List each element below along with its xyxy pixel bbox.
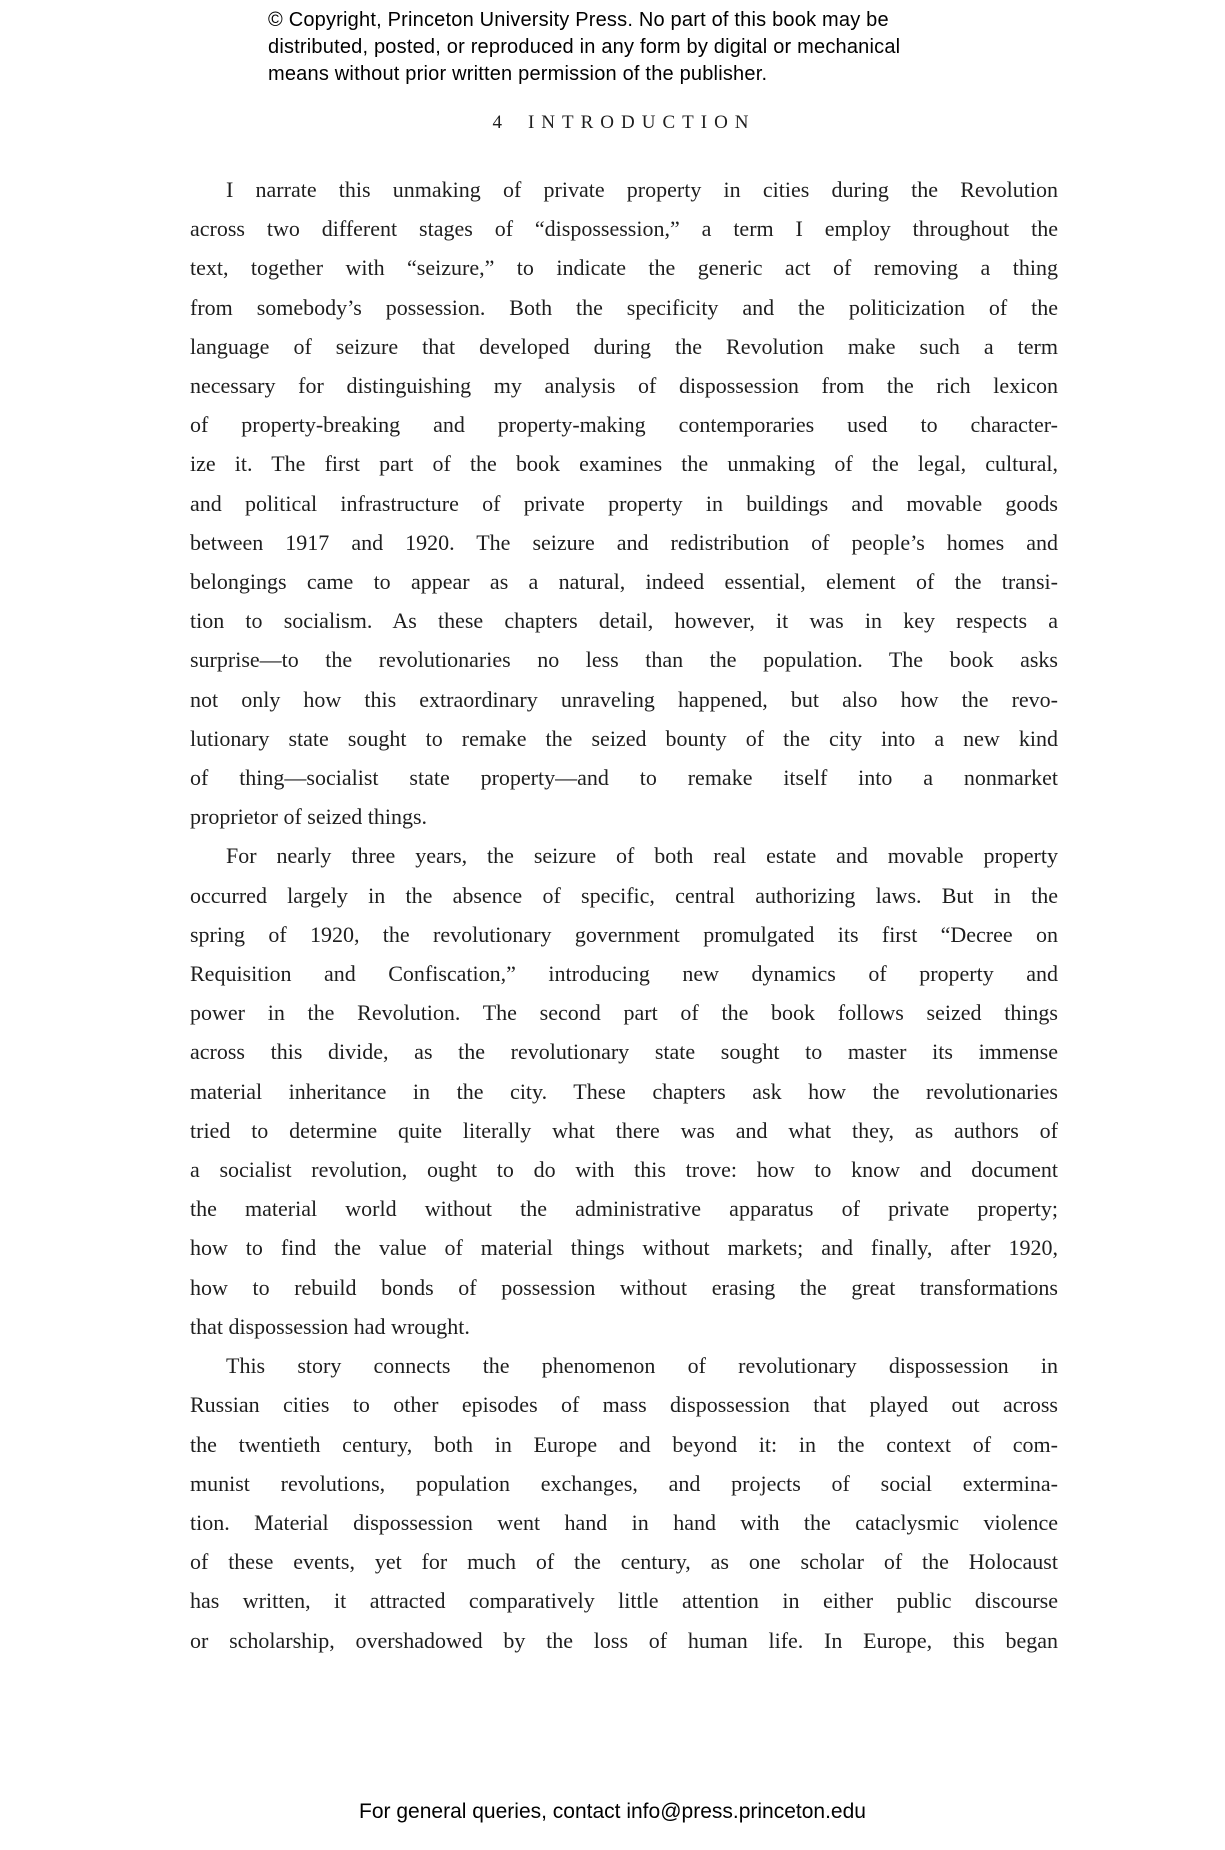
body-line: This story connects the phenomenon of revolutionary dispossession in	[226, 1353, 1058, 1379]
copyright-line: distributed, posted, or reproduced in any form by digital or mechanical	[268, 36, 901, 58]
copyright-notice	[268, 7, 900, 88]
paragraph	[190, 170, 1058, 836]
body-line: power in the Revolution. The second part of the book follows seized things	[190, 1000, 1058, 1026]
body-line: that dispossession had wrought.	[190, 1313, 470, 1339]
running-header	[190, 110, 1058, 136]
body-line: of thing—socialist state property—and to remake itself into a nonmarket	[190, 765, 1058, 791]
body-line: how to find the value of material things without markets; and finally, after 1920,	[190, 1235, 1058, 1261]
body-line: tion to socialism. As these chapters detail, however, it was in key respects a	[190, 608, 1058, 634]
body-line: text, together with “seizure,” to indicate the generic act of removing a thing	[190, 255, 1058, 281]
body-line: across two different stages of “dispossession,” a term I employ throughout the	[190, 216, 1058, 242]
body-line: For nearly three years, the seizure of both real estate and movable property	[226, 843, 1058, 869]
copyright-line: means without prior written permission of the publisher.	[268, 63, 768, 85]
body-text	[190, 170, 1058, 1660]
body-line: and political infrastructure of private property in buildings and movable goods	[190, 490, 1058, 516]
body-line: I narrate this unmaking of private property in cities during the Revolution	[226, 177, 1058, 202]
body-line: of property-breaking and property-making contemporaries used to character-	[190, 412, 1058, 438]
body-line: has written, it attracted comparatively little attention in either public discourse	[190, 1588, 1058, 1614]
body-line: spring of 1920, the revolutionary government promulgated its first “Decree on	[190, 921, 1058, 947]
body-line: occurred largely in the absence of specific, central authorizing laws. But in the	[190, 882, 1058, 908]
footer-contact: For general queries, contact info@press.princeton.edu	[359, 1800, 866, 1823]
body-line: lutionary state sought to remake the seized bounty of the city into a new kind	[190, 725, 1058, 751]
body-line: not only how this extraordinary unraveling happened, but also how the revo-	[190, 686, 1058, 712]
body-line: Requisition and Confiscation,” introducing new dynamics of property and	[190, 961, 1058, 987]
body-line: munist revolutions, population exchanges, and projects of social extermina-	[190, 1470, 1058, 1496]
body-line: material inheritance in the city. These chapters ask how the revolutionaries	[190, 1078, 1058, 1104]
body-line: of these events, yet for much of the century, as one scholar of the Holocaust	[190, 1549, 1058, 1575]
body-line: surprise—to the revolutionaries no less than the population. The book asks	[190, 647, 1058, 673]
body-line: proprietor of seized things.	[190, 804, 428, 830]
body-line: a socialist revolution, ought to do with this trove: how to know and document	[190, 1157, 1058, 1183]
body-line: the twentieth century, both in Europe and beyond it: in the context of com-	[190, 1431, 1058, 1457]
body-line: across this divide, as the revolutionary state sought to master its immense	[190, 1039, 1058, 1065]
body-line: ize it. The first part of the book examines the unmaking of the legal, cultural,	[190, 451, 1058, 477]
body-line: from somebody’s possession. Both the specificity and the politicization of the	[190, 294, 1058, 320]
paragraph	[190, 1346, 1058, 1660]
body-line: or scholarship, overshadowed by the loss of human life. In Europe, this began	[190, 1627, 1058, 1653]
copyright-line: © Copyright, Princeton University Press. No part of this book may be	[268, 9, 889, 31]
body-line: necessary for distinguishing my analysis of dispossession from the rich lexicon	[190, 373, 1058, 399]
chapter-title: INTRODUCTION	[527, 112, 756, 133]
body-line: belongings came to appear as a natural, indeed essential, element of the transi-	[190, 569, 1058, 595]
body-line: how to rebuild bonds of possession without erasing the great transformations	[190, 1274, 1058, 1300]
body-line: between 1917 and 1920. The seizure and redistribution of people’s homes and	[190, 529, 1058, 555]
body-line: language of seizure that developed during the Revolution make such a term	[190, 333, 1058, 359]
body-line: tion. Material dispossession went hand in hand with the cataclysmic violence	[190, 1509, 1058, 1535]
body-line: tried to determine quite literally what there was and what they, as authors of	[190, 1117, 1058, 1143]
paragraph	[190, 836, 1058, 1346]
page-number: 4	[492, 112, 502, 133]
body-line: Russian cities to other episodes of mass dispossession that played out across	[190, 1392, 1058, 1418]
body-line: the material world without the administrative apparatus of private property;	[190, 1196, 1058, 1222]
